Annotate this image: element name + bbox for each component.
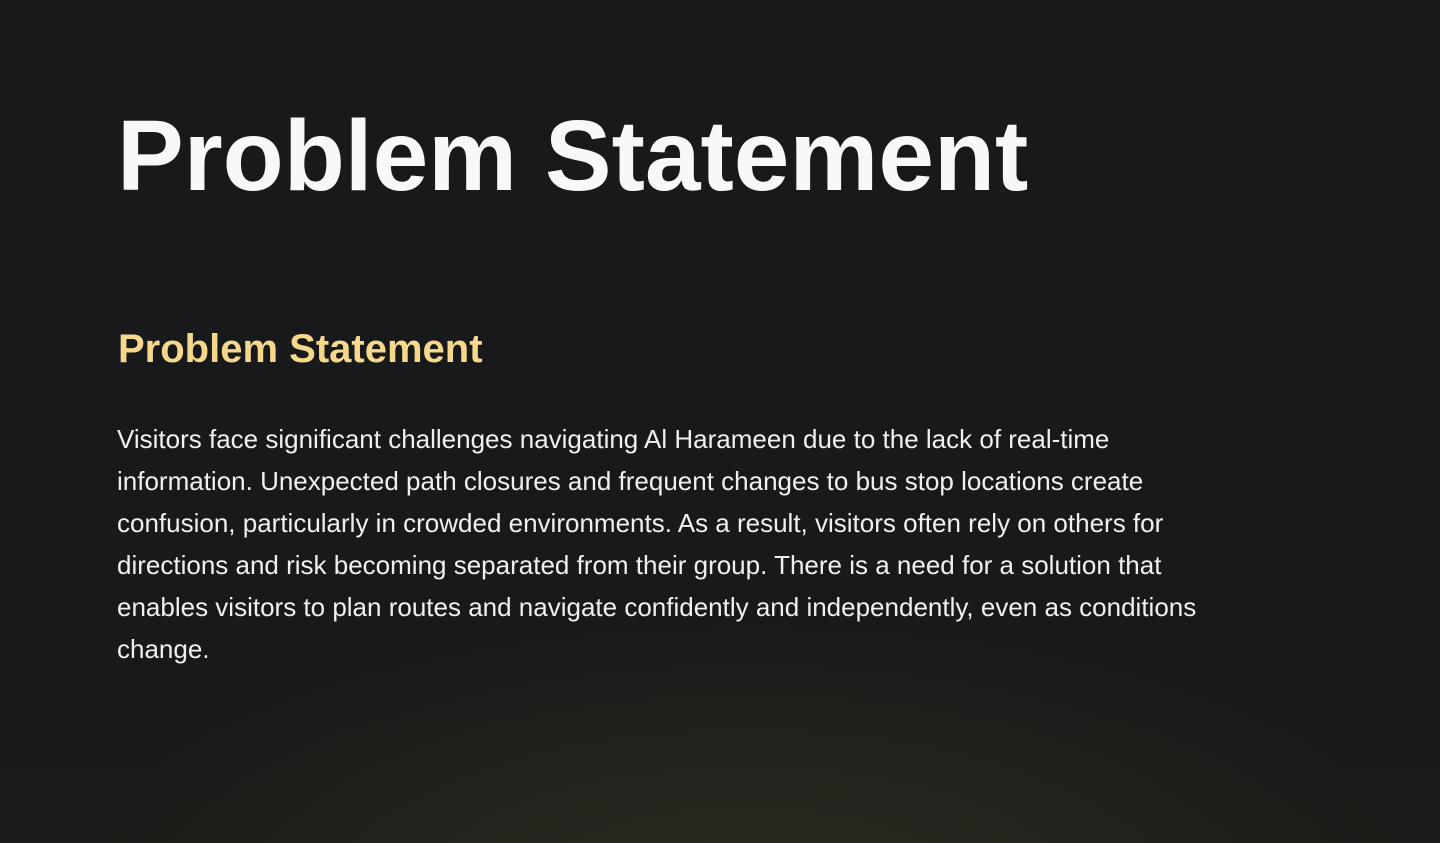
body-line: confusion, particularly in crowded environments. As a result, visitors often rely on others for xyxy=(117,508,1164,538)
body-line: Visitors face significant challenges navigating Al Harameen due to the lack of real-time xyxy=(117,424,1110,454)
body-line: information. Unexpected path closures and frequent changes to bus stop locations create xyxy=(117,466,1144,496)
section-heading: Problem Statement xyxy=(118,327,483,371)
body-paragraph xyxy=(117,418,1297,670)
body-line: change. xyxy=(117,634,210,664)
body-line: enables visitors to plan routes and navigate confidently and independently, even as conditions xyxy=(117,592,1197,622)
slide-title: Problem Statement xyxy=(117,100,1029,212)
body-line: directions and risk becoming separated from their group. There is a need for a solution that xyxy=(117,550,1162,580)
